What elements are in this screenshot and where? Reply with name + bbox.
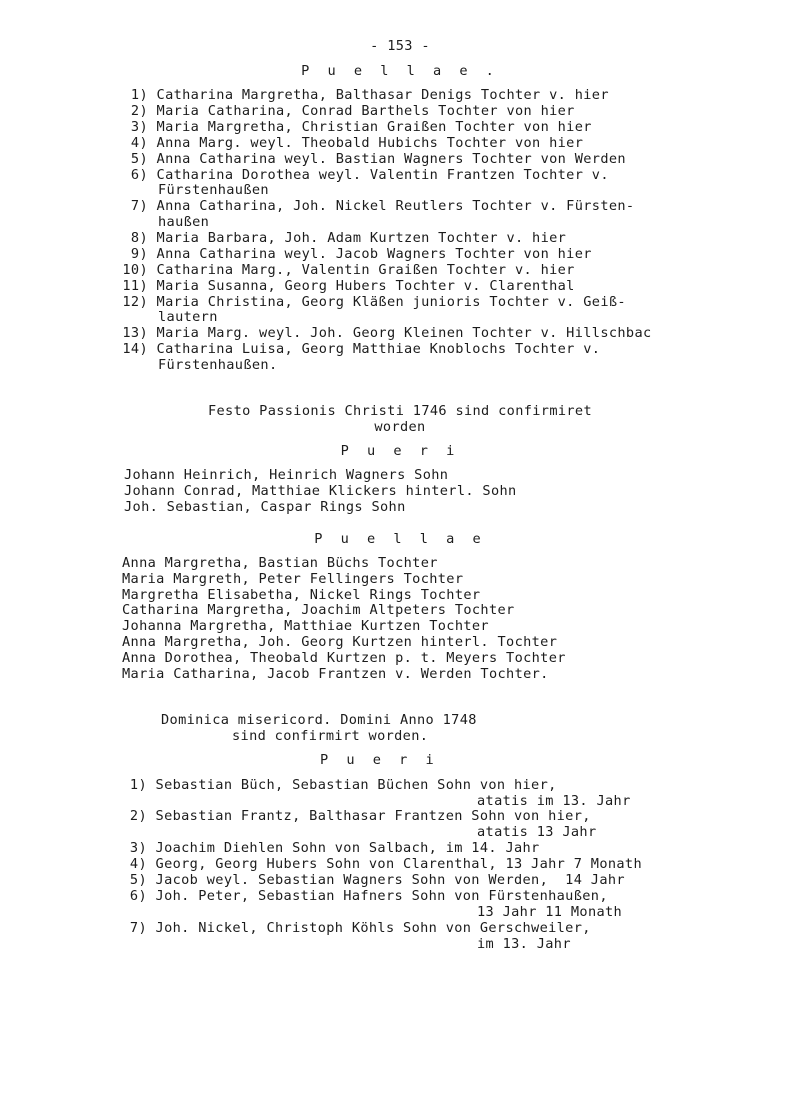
list-item: 9) Anna Catharina weyl. Jacob Wagners Tochter von hier: [130, 246, 592, 262]
list-item: 3) Maria Margretha, Christian Graißen Tochter von hier: [130, 119, 592, 135]
list-item: Johann Conrad, Matthiae Klickers hinterl. Sohn: [124, 483, 517, 499]
section2-puellae-heading: P u e l l a e: [314, 531, 486, 547]
list-item: Maria Margreth, Peter Fellingers Tochter: [122, 571, 464, 587]
list-item-continuation: Fürstenhaußen: [158, 182, 269, 198]
list-item: Anna Margretha, Joh. Georg Kurtzen hinterl. Tochter: [122, 634, 558, 650]
list-item: 12) Maria Christina, Georg Kläßen junioris Tochter v. Geiß-: [122, 294, 626, 310]
list-item-continuation: im 13. Jahr: [477, 936, 571, 952]
list-item: 8) Maria Barbara, Joh. Adam Kurtzen Tochter v. hier: [130, 230, 567, 246]
list-item: Margretha Elisabetha, Nickel Rings Tochter: [122, 587, 481, 603]
list-item: 3) Joachim Diehlen Sohn von Salbach, im 14. Jahr: [129, 840, 540, 856]
section2-pueri-heading: P u e r i: [340, 443, 460, 459]
list-item-continuation: atatis im 13. Jahr: [477, 793, 631, 809]
list-item: 4) Georg, Georg Hubers Sohn von Clarenthal, 13 Jahr 7 Monath: [129, 856, 642, 872]
list-item: Johann Heinrich, Heinrich Wagners Sohn: [124, 467, 449, 483]
section3-pueri-heading: P u e r i: [320, 752, 439, 768]
list-item: 2) Sebastian Frantz, Balthasar Frantzen Sohn von hier,: [129, 808, 591, 824]
list-item: 5) Jacob weyl. Sebastian Wagners Sohn von Werden, 14 Jahr: [129, 872, 625, 888]
list-item: Joh. Sebastian, Caspar Rings Sohn: [124, 499, 406, 515]
list-item-continuation: Fürstenhaußen.: [158, 357, 278, 373]
list-item: 2) Maria Catharina, Conrad Barthels Tochter von hier: [130, 103, 575, 119]
section3-title-line2: sind confirmirt worden.: [232, 728, 429, 744]
list-item: 14) Catharina Luisa, Georg Matthiae Knoblochs Tochter v.: [122, 341, 601, 357]
list-item: Johanna Margretha, Matthiae Kurtzen Tochter: [122, 618, 489, 634]
list-item-continuation: atatis 13 Jahr: [477, 824, 597, 840]
section1-heading: P u e l l a e .: [301, 63, 499, 79]
section2-title-line1: Festo Passionis Christi 1746 sind confirmiret: [207, 403, 593, 419]
section3-title-line1: Dominica misericord. Domini Anno 1748: [161, 712, 477, 728]
list-item: 4) Anna Marg. weyl. Theobald Hubichs Tochter von hier: [130, 135, 584, 151]
list-item: 7) Anna Catharina, Joh. Nickel Reutlers Tochter v. Fürsten-: [130, 198, 635, 214]
list-item: Anna Dorothea, Theobald Kurtzen p. t. Meyers Tochter: [122, 650, 566, 666]
list-item: 11) Maria Susanna, Georg Hubers Tochter v. Clarenthal: [122, 278, 575, 294]
list-item: 10) Catharina Marg., Valentin Graißen Tochter v. hier: [122, 262, 575, 278]
list-item: 6) Catharina Dorothea weyl. Valentin Frantzen Tochter v.: [130, 167, 609, 183]
list-item-continuation: 13 Jahr 11 Monath: [477, 904, 623, 920]
list-item: 1) Sebastian Büch, Sebastian Büchen Sohn von hier,: [129, 777, 557, 793]
list-item-continuation: lautern: [158, 309, 218, 325]
list-item-continuation: haußen: [158, 214, 210, 230]
list-item: Maria Catharina, Jacob Frantzen v. Werden Tochter.: [122, 666, 549, 682]
list-item: Catharina Margretha, Joachim Altpeters Tochter: [122, 602, 515, 618]
list-item: 6) Joh. Peter, Sebastian Hafners Sohn von Fürstenhaußen,: [129, 888, 608, 904]
list-item: 7) Joh. Nickel, Christoph Köhls Sohn von Gerschweiler,: [129, 920, 591, 936]
section2-title-line2: worden: [374, 419, 426, 435]
list-item: 13) Maria Marg. weyl. Joh. Georg Kleinen Tochter v. Hillschbac: [122, 325, 652, 341]
list-item: 1) Catharina Margretha, Balthasar Denigs Tochter v. hier: [130, 87, 609, 103]
list-item: 5) Anna Catharina weyl. Bastian Wagners Tochter von Werden: [130, 151, 626, 167]
page-number: - 153 -: [370, 38, 430, 54]
list-item: Anna Margretha, Bastian Büchs Tochter: [122, 555, 438, 571]
